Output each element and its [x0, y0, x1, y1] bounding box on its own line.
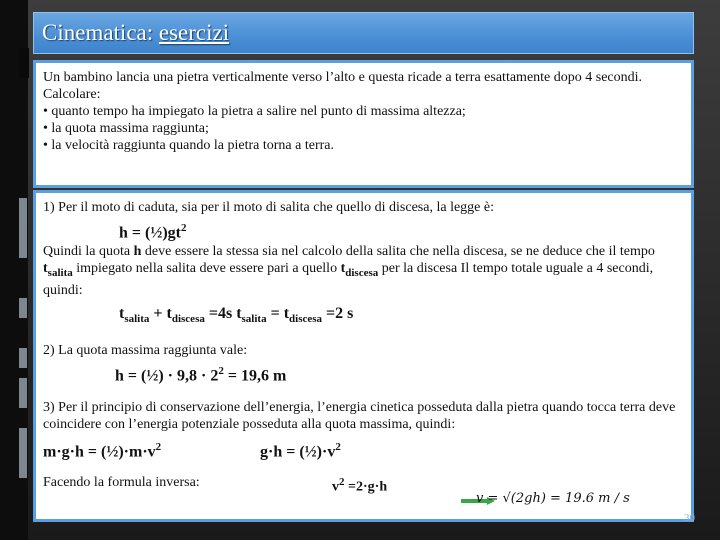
formula-h: $h = (\frac{1}{2})gt^2$ [119, 222, 187, 242]
problem-box [33, 60, 694, 188]
solution-box [33, 190, 694, 522]
solution-3-intro: 3) Per il principio di conservazione dell’energia, l’energia cinetica posseduta dalla pietra quando tocca terra deve coincidere con l’energia potenziale posseduta alla quota massima, quindi: [43, 399, 676, 432]
solution-1-intro: 1) Per il moto di caduta, sia per il moto di salita che quello di discesa, la legge è: [43, 200, 494, 215]
solution-1-text: Quindi la quota h deve essere la stessa sia nel calcolo della salita che nella discesa, se ne deduce che il tempo $t_{salita}$ impiegato nella salita deve essere pari a quello $t_{discesa}$ per la discesa Il tempo totale uguale a 4 secondi, quindi: [43, 244, 655, 299]
problem-bullet: • quanto tempo ha impiegato la pietra a salire nel punto di massima altezza; [43, 104, 466, 119]
title-link[interactable]: esercizi [158, 20, 230, 45]
page-number: 30 [684, 512, 695, 524]
final-velocity-formula: v = √(2gh) = 19.6 m / s [476, 491, 630, 506]
problem-statement: Un bambino lancia una pietra verticalmente verso l’alto e questa ricade a terra esattamente dopo 4 secondi. [43, 70, 643, 85]
title-bar [33, 12, 694, 54]
slide-title: Cinematica: esercizi [42, 20, 230, 45]
formula-quota: h = (½) · $9,8 \cdot 2^2 = 19,6$ m [115, 365, 287, 385]
problem-bullet: • la quota massima raggiunta; [43, 121, 209, 136]
formula-v-squared: $v^2 =2\cdot g\cdot h$ [332, 475, 388, 495]
formula-times: $t_{salita} + t_{discesa} =4s$ $t_{salita} = t_{discesa} =2$ s [119, 305, 354, 326]
formula-energy: $m\cdot g\cdot h = (\frac{1}{2})\cdot m\cdot v^2$ $g\cdot h = (\frac{1}{2})\cdot v^2$ [43, 440, 341, 460]
problem-bullet: • la velocità raggiunta quando la pietra torna a terra. [43, 138, 334, 153]
inverse-label: Facendo la formula inversa: [43, 474, 200, 490]
problem-calcolare: Calcolare: [43, 87, 101, 102]
side-decoration [19, 48, 29, 518]
solution-2-intro: 2) La quota massima raggiunta vale: [43, 343, 248, 359]
